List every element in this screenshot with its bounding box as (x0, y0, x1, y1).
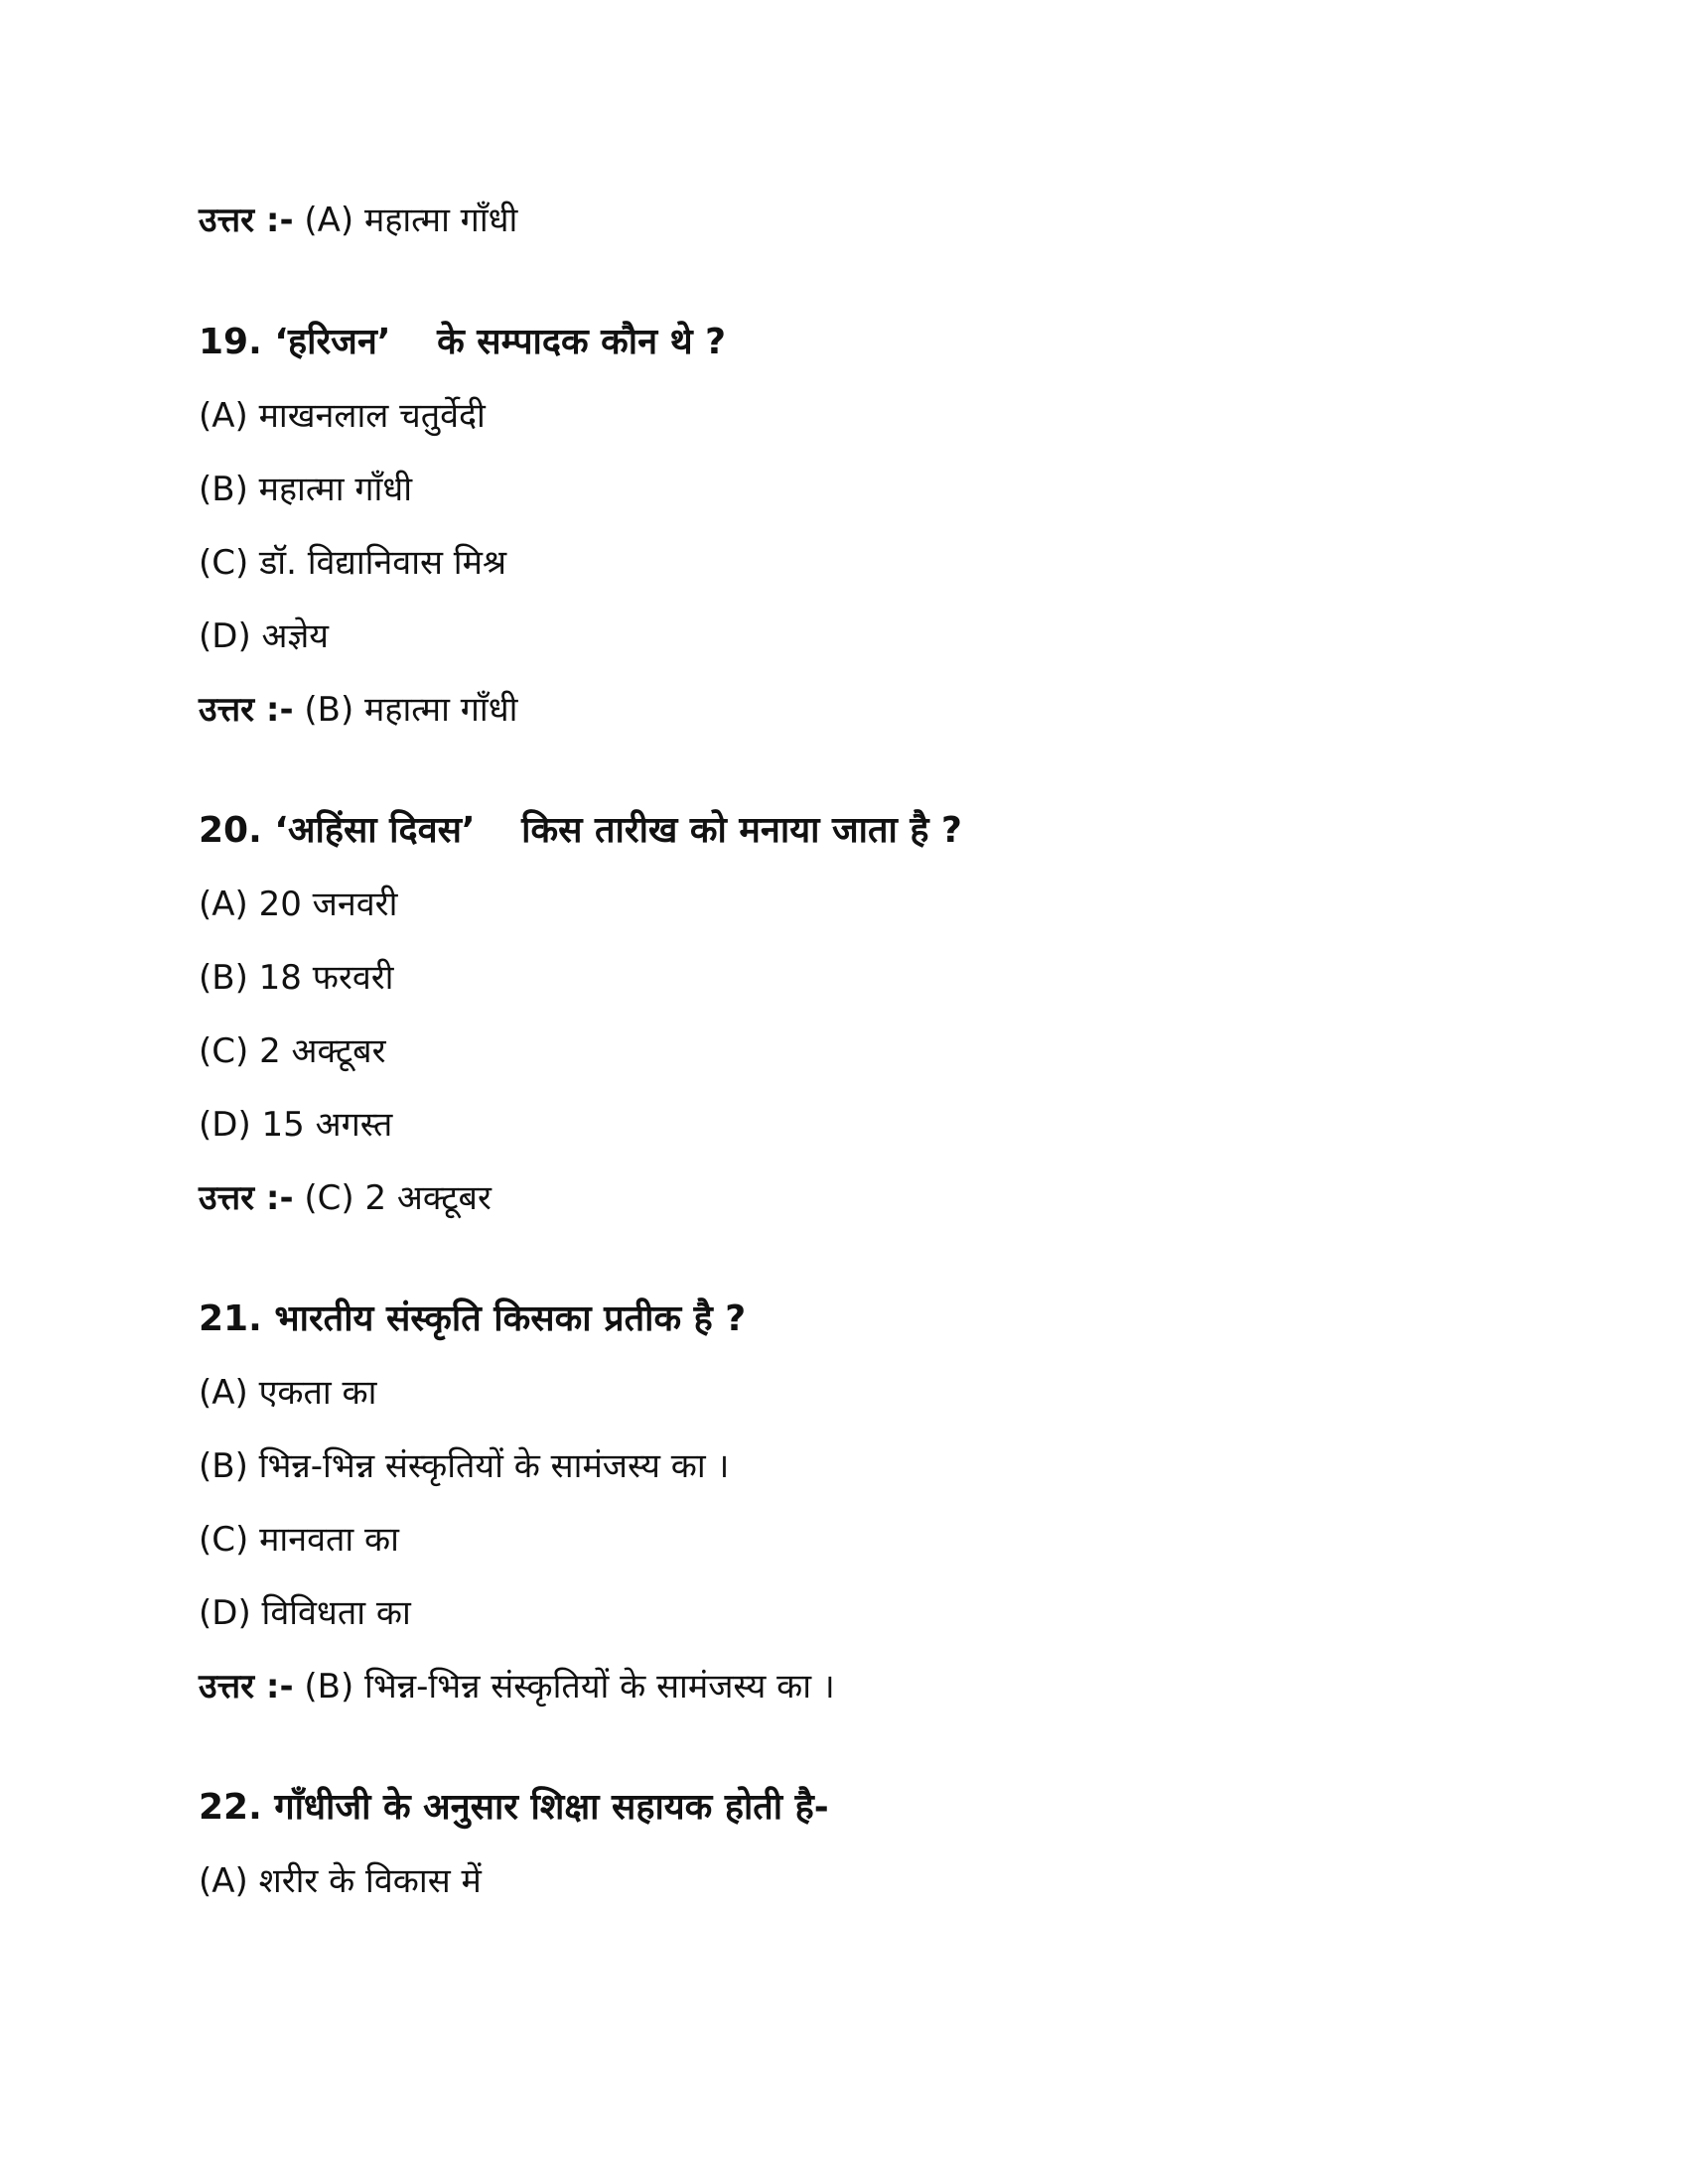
answer-label: उत्तर :- (199, 201, 294, 240)
option-b: (B) महात्मा गाँधी (199, 470, 413, 509)
option-c: (C) मानवता का (199, 1520, 399, 1560)
question-number: 20. (199, 810, 262, 851)
answer-line (199, 1176, 492, 1220)
option-c: (C) डॉ. विद्यानिवास मिश्र (199, 543, 507, 583)
answer-label: उत्तर :- (199, 690, 294, 730)
option-b: (B) 18 फरवरी (199, 958, 394, 998)
answer-line (199, 1665, 835, 1708)
option-c: (C) 2 अक्टूबर (199, 1031, 386, 1071)
option-a: (A) शरीर के विकास में (199, 1861, 482, 1901)
answer-line (199, 199, 517, 242)
question-21 (199, 1297, 746, 1341)
option-a: (A) एकता का (199, 1373, 377, 1413)
question-number: 22. (199, 1787, 262, 1828)
answer-value: (B) भिन्न-भिन्न संस्कृतियों के सामंजस्य का । (304, 1667, 835, 1706)
question-19 (199, 321, 726, 364)
question-number: 21. (199, 1298, 262, 1339)
answer-value: (A) महात्मा गाँधी (304, 201, 518, 240)
question-quoted-term: ‘अहिंसा दिवस’ (274, 810, 476, 851)
option-d: (D) 15 अगस्त (199, 1105, 393, 1145)
question-text: के सम्पादक कौन थे ? (437, 322, 727, 362)
question-text: किस तारीख को मनाया जाता है ? (521, 810, 962, 851)
question-number: 19. (199, 322, 262, 362)
option-d: (D) अज्ञेय (199, 616, 330, 656)
answer-line (199, 688, 517, 732)
answer-label: उत्तर :- (199, 1667, 294, 1706)
answer-label: उत्तर :- (199, 1178, 294, 1218)
option-d: (D) विविधता का (199, 1593, 411, 1633)
question-text: गाँधीजी के अनुसार शिक्षा सहायक होती है- (274, 1787, 829, 1828)
question-quoted-term: ‘हरिजन’ (274, 322, 391, 362)
question-20 (199, 809, 962, 853)
answer-value: (C) 2 अक्टूबर (304, 1178, 492, 1218)
question-22 (199, 1786, 829, 1830)
option-a: (A) 20 जनवरी (199, 885, 398, 924)
question-text: भारतीय संस्कृति किसका प्रतीक है ? (274, 1298, 747, 1339)
answer-value: (B) महात्मा गाँधी (304, 690, 518, 730)
option-a: (A) माखनलाल चतुर्वेदी (199, 396, 486, 436)
option-b: (B) भिन्न-भिन्न संस्कृतियों के सामंजस्य का । (199, 1446, 730, 1486)
